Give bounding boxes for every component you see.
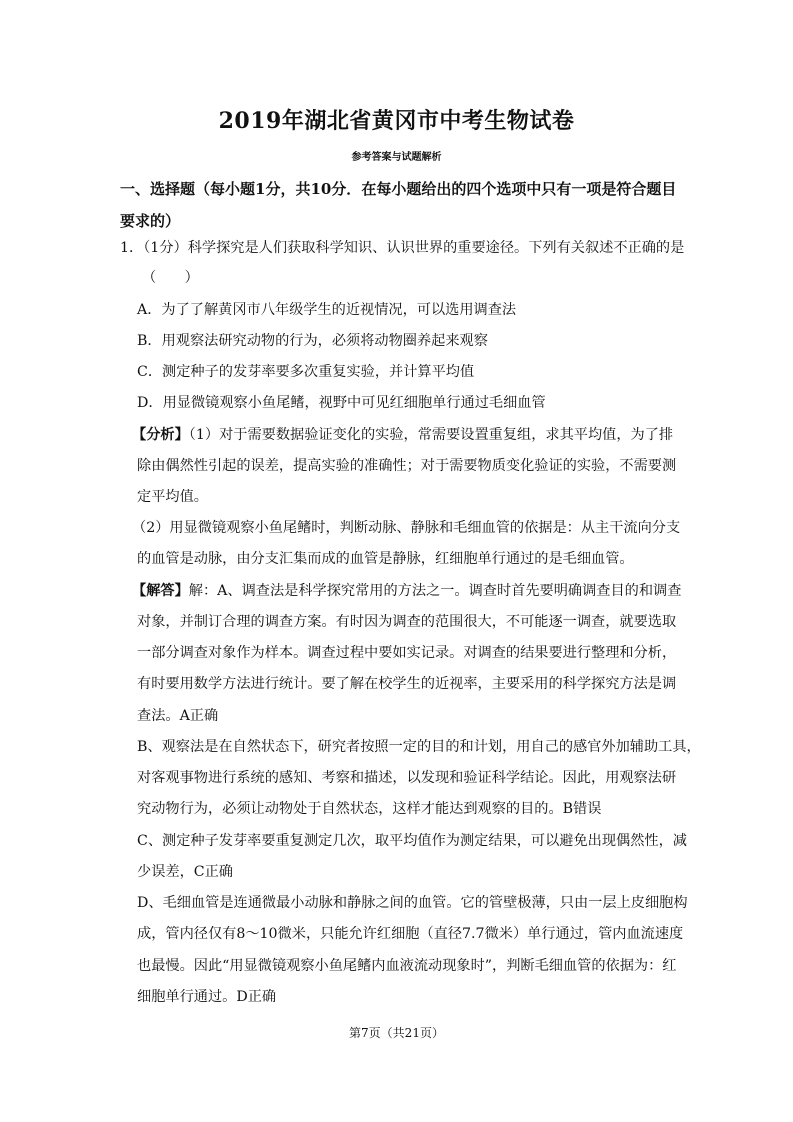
answer-line-6: B、观察法是在自然状态下，研究者按照一定的目的和计划，用自己的感官外加辅助工具， (137, 739, 701, 755)
answer-line-9: C、测定种子发芽率要重复测定几次，取平均值作为测定结果，可以避免出现偶然性，减 (137, 833, 687, 849)
section-heading: 一、选择题（每小题1分，共10分．在每小题给出的四个选项中只有一项是符合题目要求的） (120, 180, 677, 230)
answer-line-13: 也最慢。因此“用显微镜观察小鱼尾鳍内血液流动现象时”，判断毛细血管的依据为：红 (137, 958, 677, 974)
answer-line-3: 一部分调查对象作为样本。调查过程中要如实记录。对调查的结果要进行整理和分析， (137, 645, 677, 661)
question-stem: 1．（1分）科学探究是人们获取科学知识、认识世界的重要途径。下列有关叙述不正确的是 (120, 240, 685, 256)
page-title: 2019年湖北省黄冈市中考生物试卷 (218, 108, 575, 134)
question-stem-bracket: （ ） (142, 270, 199, 286)
answer-line-7: 对客观事物进行系统的感知、考察和描述，以发现和验证科学结论。因此，用观察法研 (137, 770, 677, 786)
page-number: 第7页（共21页） (349, 1026, 444, 1040)
answer-line-2: 对象，并制订合理的调查方案。有时因为调查的范围很大，不可能逐一调查，就要选取 (137, 614, 677, 630)
analysis-line-1: 【分析】（1）对于需要数据验证变化的实验，常需要设置重复组，求其平均值，为了排 (132, 427, 674, 443)
analysis-label: 【分析】 (132, 427, 189, 443)
answer-line-1: 【解答】解：A、调查法是科学探究常用的方法之一。调查时首先要明确调查目的和调查 (132, 583, 682, 599)
answer-line-12: 成，管内径仅有8～10微米，只能允许红细胞（直径7.7微米）单行通过，管内血流速度 (137, 926, 684, 942)
page-subtitle: 参考答案与试题解析 (351, 152, 442, 163)
answer-line-11: D、毛细血管是连通微最小动脉和静脉之间的血管。它的管壁极薄，只由一层上皮细胞构 (137, 895, 688, 911)
option-a: A．为了了解黄冈市八年级学生的近视情况，可以选用调查法 (137, 302, 517, 318)
analysis-line-2: 除由偶然性引起的误差，提高实验的准确性；对于需要物质变化验证的实验，不需要测 (137, 458, 677, 474)
answer-line-10: 少误差，C正确 (137, 864, 233, 880)
answer-line-4: 有时要用数学方法进行统计。要了解在校学生的近视率，主要采用的科学探究方法是调 (137, 676, 677, 692)
option-b: B．用观察法研究动物的行为，必须将动物圈养起来观察 (137, 333, 488, 349)
answer-line-14: 细胞单行通过。D正确 (137, 989, 277, 1005)
answer-line-5: 查法。A正确 (137, 708, 219, 724)
answer-label: 【解答】 (132, 583, 189, 599)
option-d: D．用显微镜观察小鱼尾鳍，视野中可见红细胞单行通过毛细血管 (137, 395, 546, 411)
analysis-line-3: 定平均值。 (137, 489, 208, 505)
option-c: C．测定种子的发芽率要多次重复实验，并计算平均值 (137, 364, 475, 380)
answer-line-8: 究动物行为，必须让动物处于自然状态，这样才能达到观察的目的。B错误 (137, 801, 602, 817)
analysis-line-5: 的血管是动脉，由分支汇集而成的血管是静脉，红细胞单行通过的是毛细血管。 (137, 551, 634, 567)
analysis-line-4: （2）用显微镜观察小鱼尾鳍时，判断动脉、静脉和毛细血管的依据是：从主干流向分支 (132, 520, 681, 536)
